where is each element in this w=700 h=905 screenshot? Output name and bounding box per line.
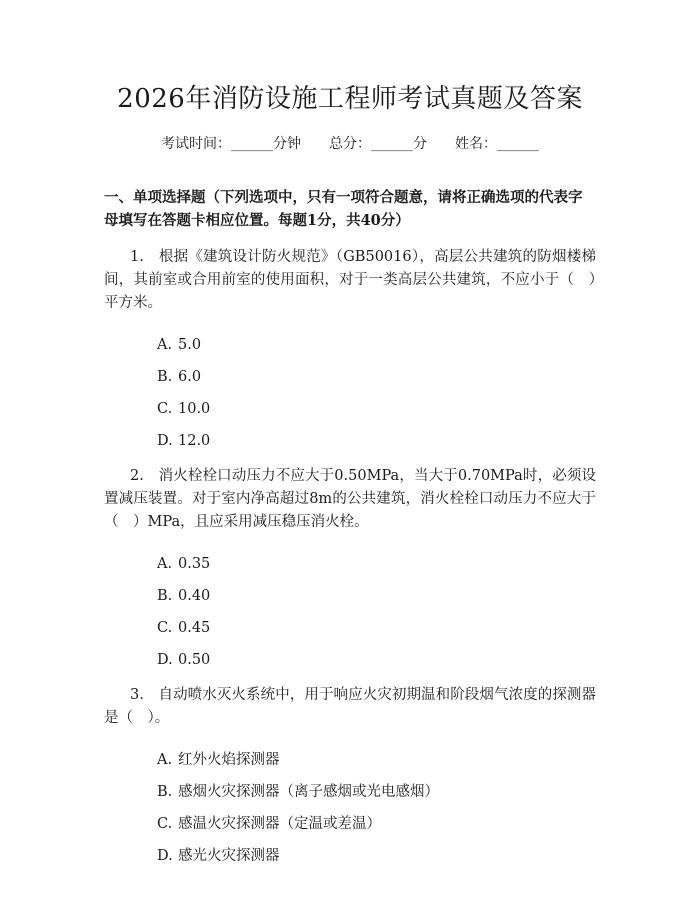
exam-info-line	[104, 134, 596, 154]
option-letter: A.	[157, 556, 173, 572]
question-block	[104, 246, 596, 451]
section-heading: 一、单项选择题（下列选项中，只有一项符合题意，请将正确选项的代表字母填写在答题卡相应位置。每题1分，共40分）	[104, 189, 583, 229]
option-text: 0.35	[178, 556, 211, 572]
option-letter: B.	[157, 588, 173, 604]
option-item	[157, 618, 596, 638]
option-item	[157, 846, 596, 866]
option-text: 0.40	[178, 588, 211, 604]
option-item	[157, 399, 596, 419]
question-block	[104, 465, 596, 670]
option-letter: D.	[157, 652, 173, 668]
question-text: 1. 根据《建筑设计防火规范》（GB50016），高层公共建筑的防烟楼梯间，其前室或合用前室的使用面积，对于一类高层公共建筑，不应小于（ ）平方米。	[104, 249, 596, 311]
option-item	[157, 367, 596, 387]
name-field: 姓名：______	[455, 136, 539, 152]
option-letter: A.	[157, 337, 173, 353]
question-block	[104, 684, 596, 866]
option-text: 6.0	[178, 369, 202, 385]
exam-time-field: 考试时间：______分钟	[161, 136, 301, 152]
option-text: 感温火灾探测器（定温或差温）	[178, 816, 381, 832]
option-letter: A.	[157, 752, 173, 768]
option-list	[104, 554, 596, 670]
option-item	[157, 335, 596, 355]
option-letter: B.	[157, 784, 173, 800]
option-letter: B.	[157, 369, 173, 385]
option-text: 感烟火灾探测器（离子感烟或光电感烟）	[178, 784, 439, 800]
option-letter: C.	[157, 816, 173, 832]
option-text: 10.0	[178, 401, 211, 417]
total-score-field: 总分：______分	[329, 136, 427, 152]
option-item	[157, 431, 596, 451]
option-item	[157, 554, 596, 574]
option-item	[157, 586, 596, 606]
page-title: 2026年消防设施工程师考试真题及答案	[117, 84, 583, 114]
option-letter: D.	[157, 848, 173, 864]
option-list	[104, 750, 596, 866]
option-text: 12.0	[178, 433, 211, 449]
question-text: 3. 自动喷水灭火系统中，用于响应火灾初期温和阶段烟气浓度的探测器是（ ）。	[104, 687, 596, 726]
option-item	[157, 750, 596, 770]
option-text: 0.50	[178, 652, 211, 668]
question-text: 2. 消火栓栓口动压力不应大于0.50MPa，当大于0.70MPa时，必须设置减压装置。对于室内净高超过8m的公共建筑，消火栓栓口动压力不应大于（ ）MPa，且应采用减压稳压消火栓。	[104, 468, 596, 530]
option-text: 红外火焰探测器	[178, 752, 280, 768]
option-letter: C.	[157, 401, 173, 417]
option-item	[157, 782, 596, 802]
option-item	[157, 814, 596, 834]
option-text: 5.0	[178, 337, 202, 353]
option-list	[104, 335, 596, 451]
option-item	[157, 650, 596, 670]
option-letter: C.	[157, 620, 173, 636]
option-text: 0.45	[178, 620, 211, 636]
option-text: 感光火灾探测器	[178, 848, 280, 864]
option-letter: D.	[157, 433, 173, 449]
